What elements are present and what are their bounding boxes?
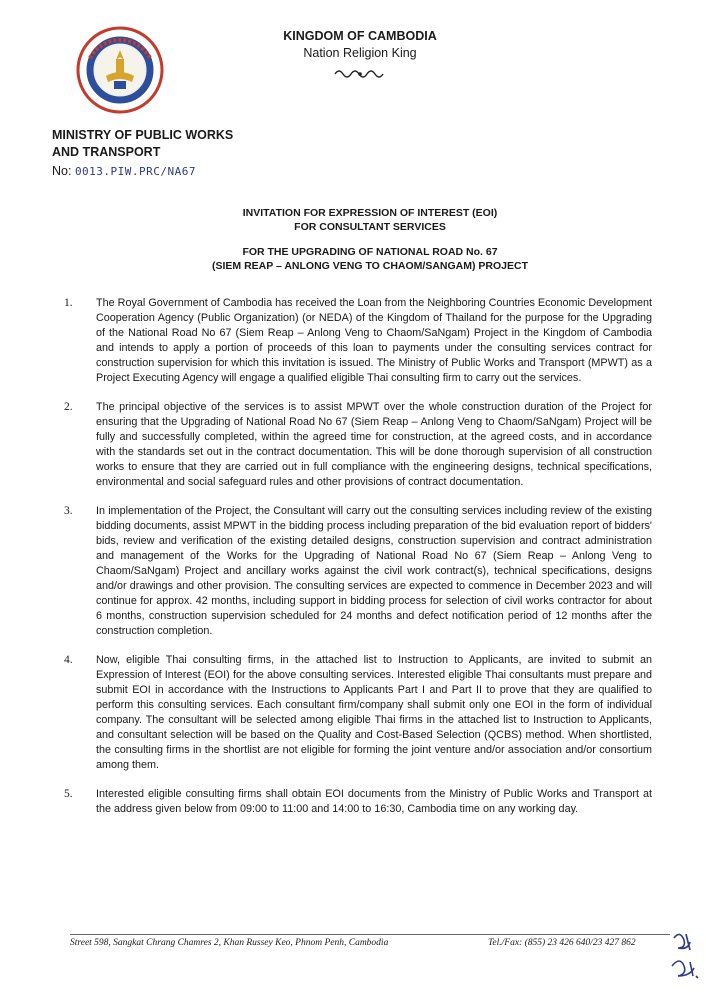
paragraph-number: 5. — [64, 788, 73, 800]
paragraph-text: Now, eligible Thai consulting firms, in the attached list to Instruction to Applicants, are invited to submit an Expression of Interest (EOI) for the above consulting services. Interested eligible Thai consultants must prepare and submit EOI in accordance with the Instructions to Applicants Part I and Part II to prove that they are qualified to perform this consulting services. Each consultant firm/company shall submit only one EOI in the form of individual company. The consultant will be selected among eligible Thai firms in the attached list to Instruction to Applicants, and consultant selection will be based on the Quality and Cost-Based Selection (QCBS) method. When shortlisted, the consulting firms in the shortlist are not eligible for forming the joint venture and/or association and/or consortium among them. — [96, 654, 652, 771]
ornament-divider-icon — [333, 66, 387, 82]
title-line-2: FOR CONSULTANT SERVICES — [294, 221, 446, 233]
title-line-4: (SIEM REAP – ANLONG VENG TO CHAOM/SANGAM) PROJECT — [212, 260, 528, 272]
paragraph-2 — [64, 400, 652, 490]
paragraph-text: The Royal Government of Cambodia has received the Loan from the Neighboring Countries Economic Development Cooperation Agency (Public Organization) (or NEDA) of the Kingdom of Thailand for the purpose for the Upgrading of the National Road No 67 (Siem Reap – Anlong Veng to Chaom/SaNgam) Project in the Kingdom of Cambodia and intends to apply a portion of proceeds of this loan to payments under the consulting services contract for construction supervision for which this invitation is issued. The Ministry of Public Works and Transport (MPWT) as a Project Executing Agency will engage a qualified eligible Thai consulting firm to carry out the services. — [96, 297, 652, 384]
paragraph-text: In implementation of the Project, the Consultant will carry out the consulting services including review of the existing bidding documents, assist MPWT in the bidding process including preparation of the bid evaluation report of bidders' bids, review and verification of the existing detailed designs, construction supervision and contract administration and management of the Works for the Upgrading of National Road No 67 (Siem Reap – Anlong Veng to Chaom/SaNgam) Project and ancillary works against the civil work contract(s), technical specifications, designs and/or drawings and other provision. The consulting services are expected to commence in December 2023 and will continue for approx. 42 months, including support in bidding process for selection of civil works contractor for about 6 months, construction supervision scheduled for 24 months and defect notification period of 12 months after the construction completion. — [96, 505, 652, 637]
paragraph-4 — [64, 653, 652, 773]
paragraph-text: Interested eligible consulting firms shall obtain EOI documents from the Ministry of Public Works and Transport at the address given below from 09:00 to 11:00 and 14:00 to 16:30, Cambodia time on any working day. — [96, 788, 652, 815]
paragraph-3 — [64, 504, 652, 639]
ministry-line-1: MINISTRY OF PUBLIC WORKS — [52, 128, 234, 142]
header-block — [230, 28, 490, 62]
footer-phone: Tel./Fax: (855) 23 426 640/23 427 862 — [488, 938, 636, 948]
kingdom-title: KINGDOM OF CAMBODIA — [283, 29, 437, 43]
paragraph-5 — [64, 787, 652, 817]
ministry-seal-icon — [76, 26, 164, 114]
paragraph-number: 4. — [64, 654, 73, 666]
title-line-1: INVITATION FOR EXPRESSION OF INTEREST (EOI) — [242, 207, 498, 219]
document-number-value: 0013.PIW.PRC/NA67 — [74, 165, 197, 178]
document-number — [52, 163, 196, 180]
ministry-name — [52, 127, 233, 161]
document-titles — [160, 206, 580, 273]
paragraph-text: The principal objective of the services is to assist MPWT over the whole construction duration of the Project for ensuring that the Upgrading of National Road No 67 (Siem Reap – Anlong Veng to Chaom/SaNgam) Project will be fully and successfully completed, within the agreed time for construction, at the agreed costs, and in accordance with the standards set out in the contract documentation. This will be done thorough supervision of all construction works to ensure that they are carried out in full compliance with the engineering designs, technical specifications, environmental and social safeguard rules and other provisions of contract documentation. — [96, 401, 652, 488]
footer-divider — [70, 934, 670, 935]
handwritten-initials-icon — [668, 928, 704, 984]
paragraph-1 — [64, 296, 652, 386]
paragraph-number: 1. — [64, 297, 73, 309]
kingdom-motto: Nation Religion King — [303, 46, 417, 60]
paragraph-number: 2. — [64, 401, 73, 413]
footer-address: Street 598, Sangkat Chrang Chamres 2, Khan Russey Keo, Phnom Penh, Cambodia — [70, 938, 389, 948]
paragraph-list — [64, 296, 652, 831]
ministry-line-2: AND TRANSPORT — [52, 145, 161, 159]
title-line-3: FOR THE UPGRADING OF NATIONAL ROAD No. 67 — [242, 246, 498, 258]
paragraph-number: 3. — [64, 505, 73, 517]
document-number-label: No: — [52, 164, 72, 178]
